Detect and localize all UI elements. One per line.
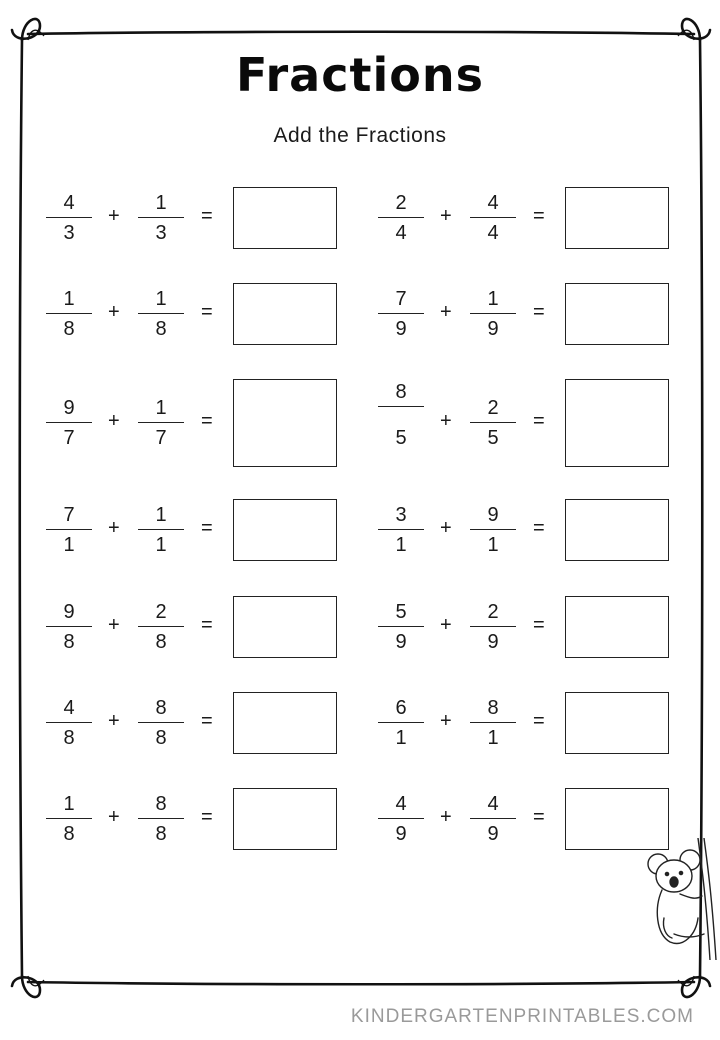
- fraction-bar: [470, 422, 516, 423]
- fraction-bar: [138, 217, 184, 218]
- equals-sign: =: [533, 410, 545, 432]
- numerator: 2: [155, 601, 167, 623]
- fraction-bar: [378, 406, 424, 407]
- fraction-problem: [376, 187, 706, 249]
- plus-sign: +: [108, 710, 120, 732]
- denominator: 5: [487, 427, 499, 449]
- numerator: 8: [155, 793, 167, 815]
- left-fraction: [378, 695, 424, 751]
- answer-box[interactable]: [233, 692, 337, 754]
- equals-sign: =: [533, 710, 545, 732]
- answer-box[interactable]: [565, 499, 669, 561]
- numerator: 1: [155, 397, 167, 419]
- plus-sign: +: [108, 301, 120, 323]
- right-fraction: [138, 286, 184, 342]
- denominator: 1: [395, 534, 407, 556]
- denominator: 1: [487, 727, 499, 749]
- right-fraction: [470, 599, 516, 655]
- answer-box[interactable]: [565, 379, 669, 467]
- left-fraction: [378, 791, 424, 847]
- fraction-bar: [46, 422, 92, 423]
- answer-box[interactable]: [233, 187, 337, 249]
- fraction-bar: [138, 313, 184, 314]
- numerator: 9: [63, 601, 75, 623]
- denominator: 8: [63, 823, 75, 845]
- numerator: 6: [395, 697, 407, 719]
- denominator: 9: [395, 823, 407, 845]
- fraction-bar: [378, 626, 424, 627]
- fraction-bar: [378, 529, 424, 530]
- numerator: 7: [63, 504, 75, 526]
- fraction-problem: [44, 379, 374, 467]
- numerator: 1: [63, 288, 75, 310]
- equals-sign: =: [201, 517, 213, 539]
- numerator: 1: [63, 793, 75, 815]
- numerator: 1: [487, 288, 499, 310]
- plus-sign: +: [440, 614, 452, 636]
- denominator: 9: [487, 631, 499, 653]
- right-fraction: [138, 791, 184, 847]
- fraction-bar: [470, 818, 516, 819]
- left-fraction: [378, 502, 424, 558]
- fraction-bar: [46, 626, 92, 627]
- numerator: 9: [63, 397, 75, 419]
- denominator: 8: [63, 631, 75, 653]
- fraction-bar: [46, 529, 92, 530]
- numerator: 1: [155, 192, 167, 214]
- fraction-bar: [378, 217, 424, 218]
- left-fraction: [46, 599, 92, 655]
- denominator: 3: [63, 222, 75, 244]
- fraction-problem: [44, 596, 374, 658]
- denominator: 7: [63, 427, 75, 449]
- fraction-problem: [376, 379, 706, 467]
- denominator: 4: [487, 222, 499, 244]
- denominator: 8: [155, 631, 167, 653]
- denominator: 1: [487, 534, 499, 556]
- equals-sign: =: [533, 205, 545, 227]
- denominator: 8: [63, 727, 75, 749]
- fraction-bar: [138, 422, 184, 423]
- left-fraction: [46, 502, 92, 558]
- denominator: 8: [63, 318, 75, 340]
- fraction-bar: [46, 217, 92, 218]
- fraction-problem: [44, 283, 374, 345]
- fraction-problem: [44, 187, 374, 249]
- answer-box[interactable]: [565, 596, 669, 658]
- answer-box[interactable]: [565, 283, 669, 345]
- denominator: 8: [155, 318, 167, 340]
- fraction-problem: [376, 283, 706, 345]
- plus-sign: +: [108, 205, 120, 227]
- left-fraction: [46, 395, 92, 451]
- numerator: 4: [487, 793, 499, 815]
- numerator: 7: [395, 288, 407, 310]
- denominator: 9: [395, 631, 407, 653]
- fraction-bar: [378, 818, 424, 819]
- equals-sign: =: [533, 517, 545, 539]
- site-watermark: KINDERGARTENPRINTABLES.COM: [350, 1006, 694, 1027]
- denominator: 4: [395, 222, 407, 244]
- numerator: 2: [487, 601, 499, 623]
- plus-sign: +: [440, 806, 452, 828]
- numerator: 2: [395, 192, 407, 214]
- fraction-problem: [44, 788, 374, 850]
- plus-sign: +: [108, 517, 120, 539]
- right-fraction: [470, 791, 516, 847]
- denominator: 5: [395, 427, 407, 449]
- denominator: 9: [395, 318, 407, 340]
- plus-sign: +: [440, 710, 452, 732]
- right-fraction: [138, 502, 184, 558]
- numerator: 4: [395, 793, 407, 815]
- fraction-bar: [470, 313, 516, 314]
- fraction-bar: [470, 722, 516, 723]
- denominator: 7: [155, 427, 167, 449]
- numerator: 1: [155, 288, 167, 310]
- fraction-bar: [138, 626, 184, 627]
- denominator: 9: [487, 318, 499, 340]
- fraction-bar: [470, 626, 516, 627]
- left-fraction: [378, 599, 424, 655]
- answer-box[interactable]: [233, 283, 337, 345]
- fraction-problem: [44, 692, 374, 754]
- denominator: 8: [155, 727, 167, 749]
- right-fraction: [470, 395, 516, 451]
- equals-sign: =: [201, 301, 213, 323]
- equals-sign: =: [533, 806, 545, 828]
- left-fraction: [378, 190, 424, 246]
- denominator: 1: [63, 534, 75, 556]
- fraction-bar: [138, 722, 184, 723]
- numerator: 3: [395, 504, 407, 526]
- plus-sign: +: [108, 410, 120, 432]
- denominator: 9: [487, 823, 499, 845]
- numerator: 4: [63, 697, 75, 719]
- fraction-problem: [44, 499, 374, 561]
- left-fraction: [46, 695, 92, 751]
- fraction-bar: [378, 722, 424, 723]
- numerator: 4: [487, 192, 499, 214]
- fraction-bar: [470, 217, 516, 218]
- denominator: 1: [395, 727, 407, 749]
- equals-sign: =: [533, 301, 545, 323]
- fraction-bar: [138, 818, 184, 819]
- plus-sign: +: [108, 614, 120, 636]
- fraction-bar: [138, 529, 184, 530]
- page-title: Fractions: [236, 48, 484, 102]
- plus-sign: +: [440, 205, 452, 227]
- numerator: 4: [63, 192, 75, 214]
- fraction-bar: [46, 722, 92, 723]
- left-fraction: [46, 791, 92, 847]
- fraction-bar: [378, 313, 424, 314]
- numerator: 8: [395, 381, 407, 403]
- fraction-bar: [46, 313, 92, 314]
- equals-sign: =: [201, 710, 213, 732]
- plus-sign: +: [440, 517, 452, 539]
- denominator: 3: [155, 222, 167, 244]
- fraction-bar: [46, 818, 92, 819]
- right-fraction: [470, 286, 516, 342]
- numerator: 1: [155, 504, 167, 526]
- plus-sign: +: [440, 301, 452, 323]
- left-fraction: [46, 190, 92, 246]
- equals-sign: =: [201, 806, 213, 828]
- plus-sign: +: [108, 806, 120, 828]
- right-fraction: [470, 695, 516, 751]
- fraction-problem: [376, 499, 706, 561]
- answer-box[interactable]: [233, 499, 337, 561]
- equals-sign: =: [201, 410, 213, 432]
- numerator: 9: [487, 504, 499, 526]
- left-fraction: [378, 286, 424, 342]
- koala-illustration: [640, 838, 718, 960]
- numerator: 2: [487, 397, 499, 419]
- left-fraction: [378, 379, 424, 451]
- fraction-problem: [376, 596, 706, 658]
- plus-sign: +: [440, 410, 452, 432]
- fraction-problem: [376, 692, 706, 754]
- fraction-bar: [470, 529, 516, 530]
- right-fraction: [470, 190, 516, 246]
- answer-box[interactable]: [565, 187, 669, 249]
- answer-box[interactable]: [233, 379, 337, 467]
- equals-sign: =: [533, 614, 545, 636]
- equals-sign: =: [201, 205, 213, 227]
- instructions-subtitle: Add the Fractions: [273, 124, 447, 147]
- numerator: 8: [487, 697, 499, 719]
- numerator: 5: [395, 601, 407, 623]
- right-fraction: [138, 695, 184, 751]
- answer-box[interactable]: [233, 788, 337, 850]
- denominator: 1: [155, 534, 167, 556]
- right-fraction: [470, 502, 516, 558]
- numerator: 8: [155, 697, 167, 719]
- answer-box[interactable]: [565, 692, 669, 754]
- right-fraction: [138, 599, 184, 655]
- answer-box[interactable]: [233, 596, 337, 658]
- right-fraction: [138, 395, 184, 451]
- equals-sign: =: [201, 614, 213, 636]
- right-fraction: [138, 190, 184, 246]
- left-fraction: [46, 286, 92, 342]
- denominator: 8: [155, 823, 167, 845]
